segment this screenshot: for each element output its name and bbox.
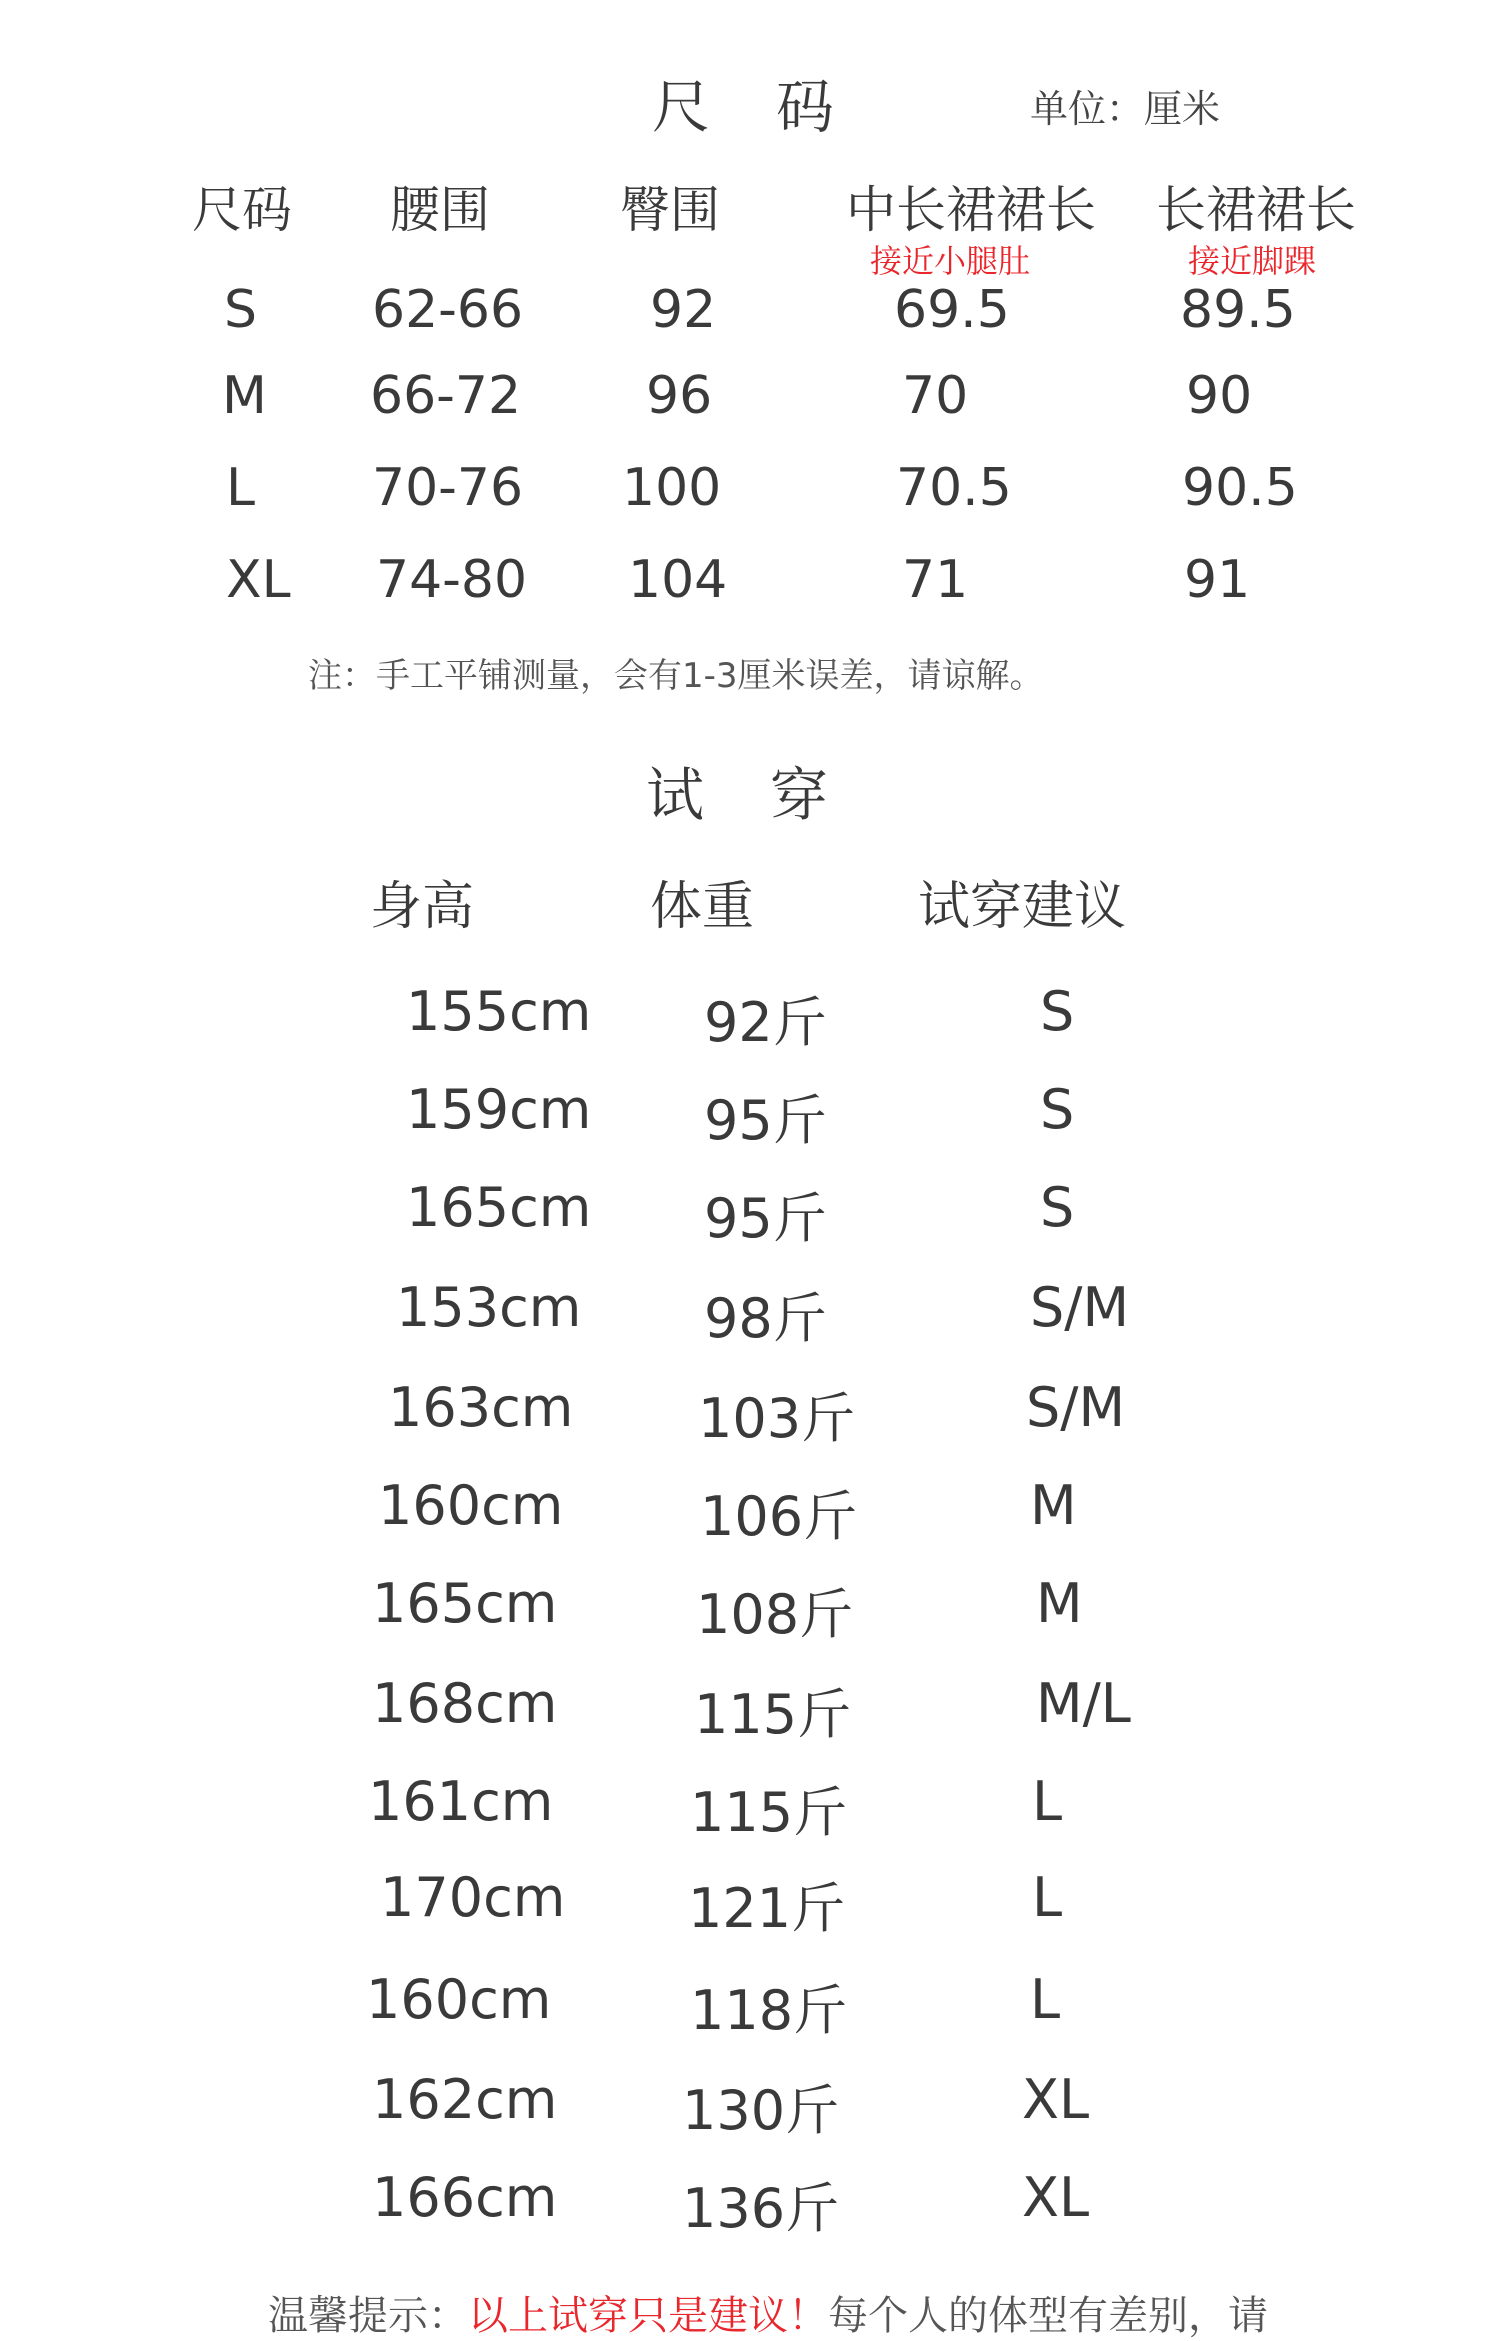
weight-cell: 121斤 <box>688 1877 846 1940</box>
height-cell: 162cm <box>372 2068 558 2131</box>
suggested-size-cell: XL <box>1022 2166 1090 2229</box>
waist-cell: 62-66 <box>372 280 524 340</box>
long-length-note: 接近脚踝 <box>1188 242 1317 280</box>
unit-label: 单位：厘米 <box>1030 87 1221 131</box>
tip-prefix: 温馨提示： <box>268 2293 468 2339</box>
midi-length-note: 接近小腿肚 <box>870 242 1031 280</box>
suggested-size-cell: L <box>1032 1770 1063 1833</box>
height-cell: 165cm <box>372 1572 558 1635</box>
long-length-cell: 90 <box>1186 366 1253 426</box>
tip-rest: 每个人的体型有差别，请 <box>828 2293 1268 2339</box>
tryon-title-right: 穿 <box>770 761 831 829</box>
hip-cell: 104 <box>628 550 728 610</box>
header-hip: 臀围 <box>620 181 720 239</box>
waist-cell: 74-80 <box>376 550 528 610</box>
header-size: 尺码 <box>192 181 292 239</box>
height-cell: 161cm <box>368 1770 554 1833</box>
long-length-cell: 89.5 <box>1180 280 1296 340</box>
weight-cell: 115斤 <box>690 1781 848 1844</box>
weight-cell: 95斤 <box>704 1089 827 1152</box>
header-midi-length: 中长裙裙长 <box>846 181 1096 239</box>
weight-cell: 106斤 <box>700 1485 858 1548</box>
size-cell: XL <box>226 550 291 610</box>
height-cell: 166cm <box>372 2166 558 2229</box>
weight-cell: 95斤 <box>704 1187 827 1250</box>
suggested-size-cell: S <box>1040 1176 1075 1239</box>
height-cell: 153cm <box>396 1276 582 1339</box>
height-cell: 160cm <box>366 1968 552 2031</box>
waist-cell: 66-72 <box>370 366 522 426</box>
long-length-cell: 90.5 <box>1182 458 1298 518</box>
hip-cell: 92 <box>650 280 717 340</box>
hip-cell: 96 <box>646 366 713 426</box>
suggested-size-cell: M <box>1030 1474 1077 1537</box>
tip-highlight: 以上试穿只是建议！ <box>468 2293 828 2339</box>
height-cell: 160cm <box>378 1474 564 1537</box>
suggested-size-cell: M <box>1036 1572 1083 1635</box>
hip-cell: 100 <box>622 458 722 518</box>
weight-cell: 136斤 <box>682 2177 840 2240</box>
suggested-size-cell: S <box>1040 980 1075 1043</box>
height-cell: 168cm <box>372 1672 558 1735</box>
suggested-size-cell: L <box>1030 1968 1061 2031</box>
size-cell: L <box>226 458 255 518</box>
weight-cell: 108斤 <box>696 1583 854 1646</box>
suggested-size-cell: M/L <box>1036 1672 1131 1735</box>
header-weight: 体重 <box>650 877 755 937</box>
measurement-note: 注：手工平铺测量，会有1-3厘米误差，请谅解。 <box>308 656 1044 696</box>
header-long-length: 长裙裙长 <box>1156 181 1356 239</box>
height-cell: 165cm <box>406 1176 592 1239</box>
size-cell: S <box>224 280 258 340</box>
size-title-right: 码 <box>776 73 837 141</box>
header-suggestion: 试穿建议 <box>918 877 1127 937</box>
long-length-cell: 91 <box>1184 550 1251 610</box>
suggested-size-cell: S <box>1040 1078 1075 1141</box>
size-title-left: 尺 <box>652 73 713 141</box>
suggested-size-cell: S/M <box>1030 1276 1130 1339</box>
weight-cell: 92斤 <box>704 991 827 1054</box>
weight-cell: 115斤 <box>694 1683 852 1746</box>
midi-length-cell: 71 <box>902 550 969 610</box>
weight-cell: 130斤 <box>682 2079 840 2142</box>
suggested-size-cell: S/M <box>1026 1376 1126 1439</box>
height-cell: 170cm <box>380 1866 566 1929</box>
waist-cell: 70-76 <box>372 458 524 518</box>
midi-length-cell: 69.5 <box>894 280 1010 340</box>
weight-cell: 103斤 <box>698 1387 856 1450</box>
suggested-size-cell: XL <box>1022 2068 1090 2131</box>
size-cell: M <box>222 366 267 426</box>
suggested-size-cell: L <box>1032 1866 1063 1929</box>
height-cell: 159cm <box>406 1078 592 1141</box>
midi-length-cell: 70.5 <box>896 458 1012 518</box>
header-height: 身高 <box>370 877 475 937</box>
height-cell: 163cm <box>388 1376 574 1439</box>
weight-cell: 98斤 <box>704 1287 827 1350</box>
midi-length-cell: 70 <box>902 366 969 426</box>
header-waist: 腰围 <box>390 181 490 239</box>
weight-cell: 118斤 <box>690 1979 848 2042</box>
height-cell: 155cm <box>406 980 592 1043</box>
warm-tip <box>268 2284 1268 2341</box>
tryon-title-left: 试 <box>646 761 707 829</box>
